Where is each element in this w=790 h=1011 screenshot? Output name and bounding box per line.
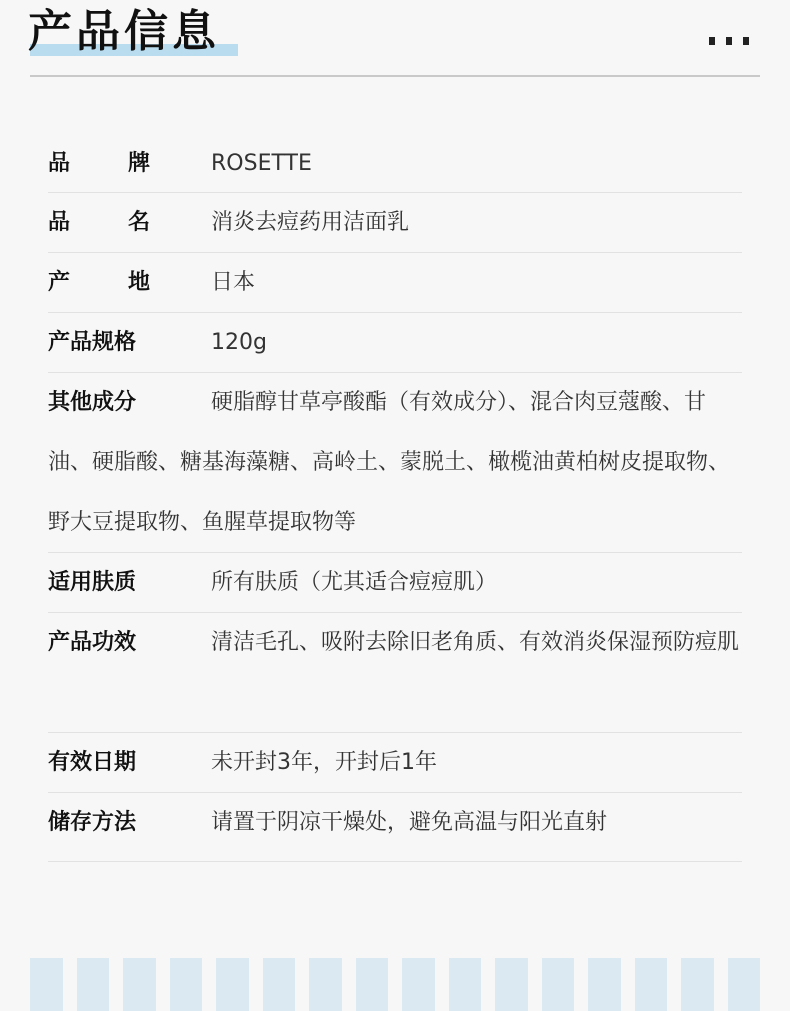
- footer-stripe: [123, 958, 156, 1011]
- footer-stripe: [495, 958, 528, 1011]
- label-char: 地: [127, 270, 150, 295]
- info-row-shelf-life: [48, 733, 742, 793]
- footer-stripe: [309, 958, 342, 1011]
- info-row-storage: [48, 793, 742, 862]
- header-divider: [30, 75, 760, 77]
- footer-stripe: [542, 958, 575, 1011]
- page-header: [0, 0, 790, 80]
- info-value: 120g: [211, 330, 267, 355]
- more-icon[interactable]: [709, 37, 761, 45]
- label-char: 名: [127, 210, 150, 235]
- footer-stripe: [728, 958, 761, 1011]
- page-title: 产品信息: [28, 6, 220, 57]
- more-icon-dot: [726, 37, 732, 45]
- info-row-effects: [48, 613, 742, 733]
- more-icon-dot: [743, 37, 749, 45]
- info-label: 储存方法: [48, 810, 137, 835]
- info-value: 清洁毛孔、吸附去除旧老角质、有效消炎保湿预防痘肌: [211, 630, 740, 655]
- footer-stripe: [449, 958, 482, 1011]
- label-char: 品: [48, 210, 71, 235]
- info-row-origin: [48, 253, 742, 313]
- footer-stripe: [263, 958, 296, 1011]
- info-label: [48, 193, 150, 253]
- footer-stripe: [681, 958, 714, 1011]
- info-value: 硬脂醇甘草亭酸酯（有效成分）、混合肉豆蔻酸、甘油、硬脂酸、糖基海藻糖、高岭土、蒙脱土、橄榄油黄柏树皮提取物、野大豆提取物、鱼腥草提取物等: [48, 390, 731, 535]
- info-value: 未开封3年，开封后1年: [211, 750, 437, 775]
- info-value: 请置于阴凉干燥处，避免高温与阳光直射: [211, 810, 608, 835]
- footer-stripe: [170, 958, 203, 1011]
- label-char: 品: [48, 151, 71, 176]
- label-char: 牌: [127, 151, 150, 176]
- footer-stripe: [30, 958, 63, 1011]
- info-row-spec: [48, 313, 742, 373]
- info-label: 适用肤质: [48, 570, 137, 595]
- info-row-brand: [48, 134, 742, 193]
- info-row-name: [48, 193, 742, 253]
- footer-stripe: [216, 958, 249, 1011]
- label-char: 产: [48, 270, 71, 295]
- info-value: 日本: [211, 270, 256, 295]
- info-value: ROSETTE: [211, 151, 312, 176]
- footer-stripe: [402, 958, 435, 1011]
- info-label: [48, 253, 150, 313]
- info-label: [48, 134, 150, 194]
- footer-stripe: [588, 958, 621, 1011]
- footer-decoration: [30, 958, 760, 1011]
- more-icon-dot: [709, 37, 715, 45]
- info-label: 其他成分: [48, 390, 137, 415]
- info-row-skin-type: [48, 553, 742, 613]
- info-value: 消炎去痘药用洁面乳: [211, 210, 410, 235]
- info-label: 产品规格: [48, 330, 137, 355]
- footer-stripe: [77, 958, 110, 1011]
- footer-stripe: [356, 958, 389, 1011]
- info-row-ingredients: [48, 373, 742, 553]
- info-label: 产品功效: [48, 630, 137, 655]
- info-value: 所有肤质（尤其适合痘痘肌）: [211, 570, 498, 595]
- product-info-table: [48, 134, 742, 862]
- footer-stripe: [635, 958, 668, 1011]
- info-label: 有效日期: [48, 750, 137, 775]
